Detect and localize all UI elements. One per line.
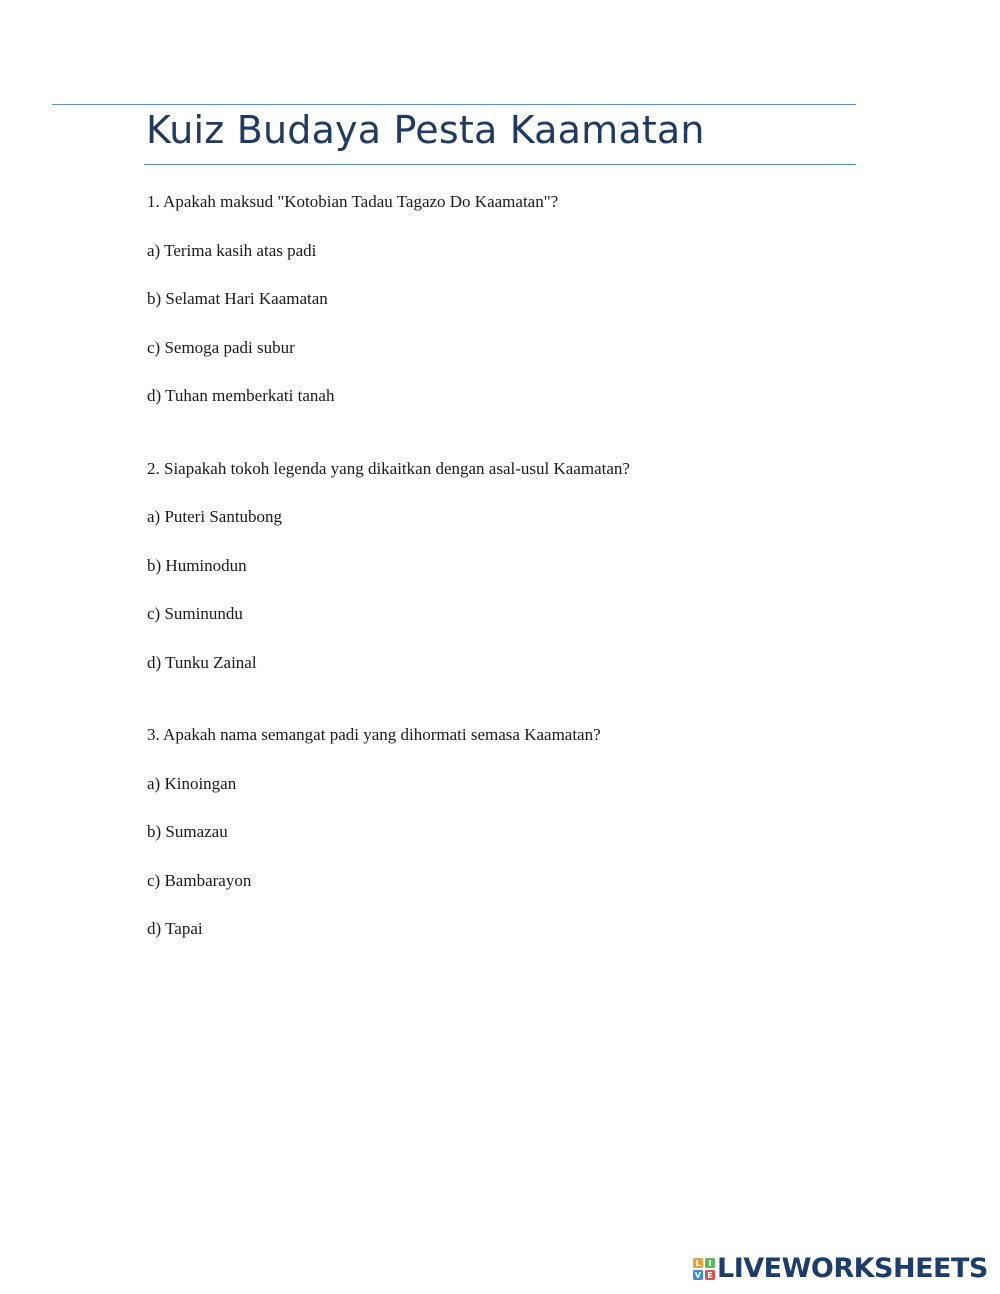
question-2: 2. Siapakah tokoh legenda yang dikaitkan dengan asal-usul Kaamatan? (147, 459, 630, 478)
question-3-option-d[interactable]: d) Tapai (147, 919, 203, 938)
question-1-option-b[interactable]: b) Selamat Hari Kaamatan (147, 289, 328, 308)
question-2-option-a[interactable]: a) Puteri Santubong (147, 507, 283, 526)
logo-letter: I (708, 1259, 712, 1269)
page-title: Kuiz Budaya Pesta Kaamatan (146, 108, 705, 152)
question-2-option-b[interactable]: b) Huminodun (147, 556, 247, 575)
question-3: 3. Apakah nama semangat padi yang dihormati semasa Kaamatan? (147, 725, 601, 744)
title-top-rule (52, 104, 856, 105)
logo-letter: L (695, 1259, 701, 1269)
question-3-option-b[interactable]: b) Sumazau (147, 822, 228, 841)
question-2-option-d[interactable]: d) Tunku Zainal (147, 653, 257, 672)
question-3-option-c[interactable]: c) Bambarayon (147, 871, 252, 890)
question-2-option-c[interactable]: c) Suminundu (147, 604, 243, 623)
liveworksheets-wordmark: LIVEWORKSHEETS (717, 1253, 988, 1284)
question-3-option-a[interactable]: a) Kinoingan (147, 774, 237, 793)
question-1: 1. Apakah maksud "Kotobian Tadau Tagazo Do Kaamatan"? (147, 192, 559, 211)
liveworksheets-brand (693, 1253, 988, 1284)
question-1-option-c[interactable]: c) Semoga padi subur (147, 338, 295, 357)
question-1-option-a[interactable]: a) Terima kasih atas padi (147, 241, 317, 260)
logo-letter: V (694, 1271, 702, 1280)
question-1-option-d[interactable]: d) Tuhan memberkati tanah (147, 386, 335, 405)
title-bottom-rule (144, 164, 856, 165)
logo-letter: E (707, 1271, 713, 1280)
liveworksheets-logo-icon (693, 1258, 715, 1280)
